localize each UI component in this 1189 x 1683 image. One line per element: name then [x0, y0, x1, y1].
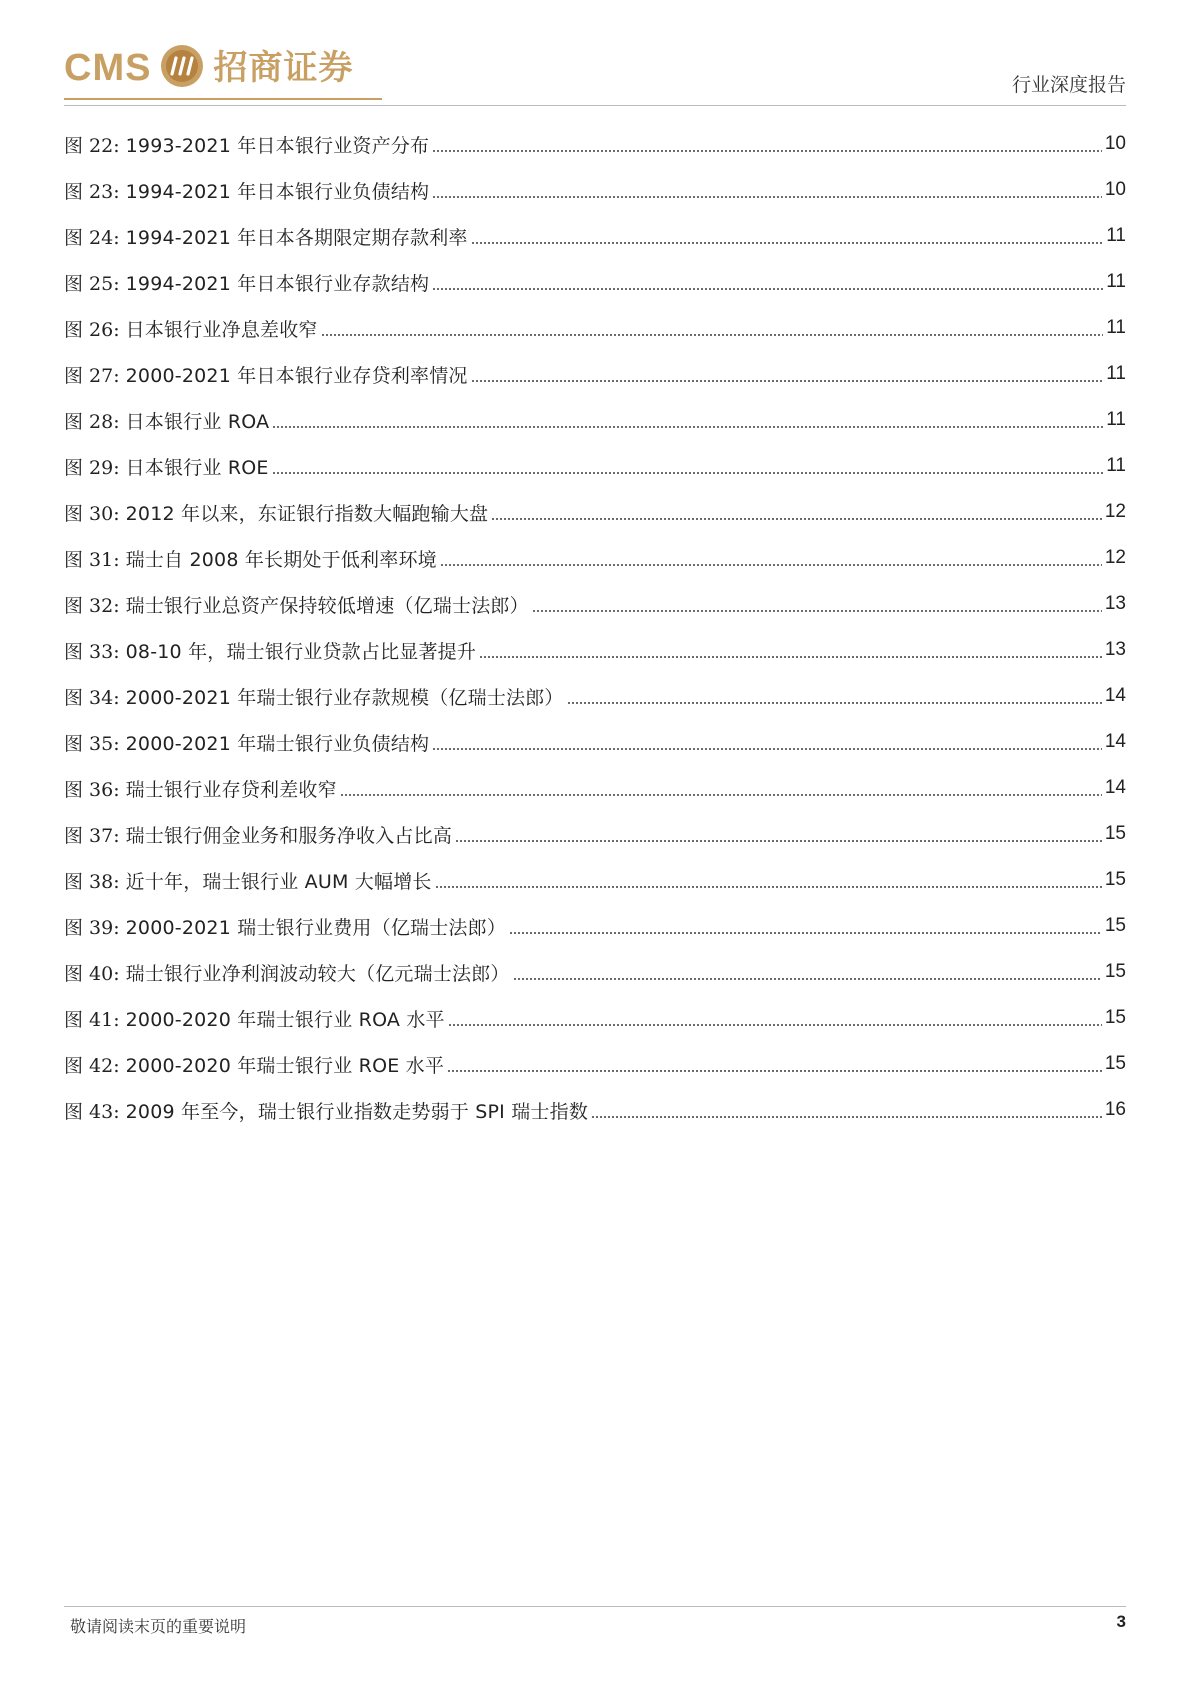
toc-entry[interactable]	[64, 443, 1126, 489]
toc-entry-label: 图 30:	[64, 502, 120, 525]
toc-entry-title: 瑞士银行业净利润波动较大（亿元瑞士法郎）	[125, 962, 510, 985]
toc-entry-page: 11	[1106, 225, 1126, 246]
toc-entry-label: 图 37:	[64, 824, 120, 847]
toc-entry[interactable]	[64, 995, 1126, 1041]
toc-dot-leader	[513, 965, 1102, 984]
toc-entry-page: 10	[1104, 133, 1126, 154]
toc-entry-label: 图 35:	[64, 732, 120, 755]
toc-entry-label: 图 41:	[64, 1008, 120, 1031]
toc-entry-title: 1993-2021 年日本银行业资产分布	[125, 134, 430, 157]
toc-entry-title: 2000-2020 年瑞士银行业 ROE 水平	[125, 1054, 445, 1077]
toc-dot-leader	[448, 1011, 1102, 1030]
toc-entry-label: 图 31:	[64, 548, 120, 571]
figure-index-list	[64, 121, 1126, 1133]
toc-entry-title: 瑞士银行佣金业务和服务净收入占比高	[125, 824, 453, 847]
toc-entry[interactable]	[64, 213, 1126, 259]
toc-entry-title: 瑞士银行业存贷利差收窄	[125, 778, 337, 801]
page-number: 3	[1116, 1612, 1126, 1631]
toc-entry[interactable]	[64, 305, 1126, 351]
toc-entry-title: 2009 年至今，瑞士银行业指数走势弱于 SPI 瑞士指数	[125, 1100, 589, 1123]
toc-entry[interactable]	[64, 1087, 1126, 1133]
cms-logo	[64, 40, 353, 96]
toc-dot-leader	[491, 505, 1102, 524]
toc-dot-leader	[340, 781, 1102, 800]
toc-entry-page: 11	[1106, 317, 1126, 338]
logo-underline	[64, 98, 382, 100]
toc-entry-page: 11	[1106, 271, 1126, 292]
toc-entry-title: 2000-2021 年瑞士银行业存款规模（亿瑞士法郎）	[125, 686, 564, 709]
toc-dot-leader	[471, 229, 1104, 248]
toc-entry-label: 图 24:	[64, 226, 120, 249]
toc-entry-label: 图 36:	[64, 778, 120, 801]
toc-entry-page: 10	[1104, 179, 1126, 200]
toc-entry[interactable]	[64, 1041, 1126, 1087]
toc-entry-page: 15	[1104, 869, 1126, 890]
footer-disclaimer-note: 敬请阅读末页的重要说明	[70, 1617, 247, 1636]
toc-entry-page: 14	[1104, 777, 1126, 798]
toc-entry[interactable]	[64, 719, 1126, 765]
toc-dot-leader	[272, 413, 1103, 432]
toc-dot-leader	[321, 321, 1104, 340]
page-header	[64, 40, 1126, 106]
toc-entry[interactable]	[64, 259, 1126, 305]
toc-entry-title: 08-10 年，瑞士银行业贷款占比显著提升	[125, 640, 477, 663]
toc-entry-label: 图 42:	[64, 1054, 120, 1077]
toc-dot-leader	[432, 137, 1102, 156]
toc-entry-page: 13	[1104, 639, 1126, 660]
toc-entry-label: 图 28:	[64, 410, 120, 433]
toc-dot-leader	[432, 183, 1102, 202]
toc-entry-title: 2000-2021 年日本银行业存贷利率情况	[125, 364, 468, 387]
toc-entry-label: 图 39:	[64, 916, 120, 939]
toc-entry-title: 瑞士银行业总资产保持较低增速（亿瑞士法郎）	[125, 594, 529, 617]
toc-dot-leader	[455, 827, 1102, 846]
toc-entry[interactable]	[64, 765, 1126, 811]
toc-dot-leader	[432, 275, 1103, 294]
footer-divider	[64, 1606, 1126, 1607]
toc-entry-title: 2000-2021 年瑞士银行业负债结构	[125, 732, 430, 755]
toc-entry-page: 15	[1104, 1053, 1126, 1074]
toc-dot-leader	[440, 551, 1102, 570]
toc-entry-label: 图 22:	[64, 134, 120, 157]
toc-entry-title: 1994-2021 年日本银行业负债结构	[125, 180, 430, 203]
toc-entry-label: 图 29:	[64, 456, 120, 479]
toc-entry[interactable]	[64, 581, 1126, 627]
toc-entry[interactable]	[64, 627, 1126, 673]
toc-entry-title: 近十年，瑞士银行业 AUM 大幅增长	[125, 870, 432, 893]
toc-entry-page: 15	[1104, 1007, 1126, 1028]
toc-entry-page: 13	[1104, 593, 1126, 614]
toc-entry-page: 14	[1104, 685, 1126, 706]
toc-entry-label: 图 26:	[64, 318, 120, 341]
toc-dot-leader	[532, 597, 1102, 616]
toc-entry-title: 日本银行业 ROA	[125, 410, 270, 433]
toc-entry-page: 15	[1104, 823, 1126, 844]
toc-entry-label: 图 38:	[64, 870, 120, 893]
logo-chinese-name: 招商证券	[213, 48, 354, 88]
toc-dot-leader	[509, 919, 1102, 938]
toc-entry[interactable]	[64, 857, 1126, 903]
toc-entry-title: 2000-2021 瑞士银行业费用（亿瑞士法郎）	[125, 916, 507, 939]
toc-dot-leader	[432, 735, 1102, 754]
toc-entry[interactable]	[64, 811, 1126, 857]
toc-entry-title: 1994-2021 年日本各期限定期存款利率	[125, 226, 468, 249]
toc-dot-leader	[567, 689, 1102, 708]
toc-entry-label: 图 33:	[64, 640, 120, 663]
toc-dot-leader	[591, 1103, 1102, 1122]
toc-dot-leader	[471, 367, 1104, 386]
toc-entry[interactable]	[64, 489, 1126, 535]
toc-entry[interactable]	[64, 397, 1126, 443]
toc-entry-page: 16	[1104, 1099, 1126, 1120]
logo-emblem-icon	[159, 43, 205, 93]
header-divider	[64, 105, 1126, 106]
toc-entry-page: 14	[1104, 731, 1126, 752]
toc-entry-title: 2012 年以来，东证银行指数大幅跑输大盘	[125, 502, 489, 525]
toc-entry-label: 图 40:	[64, 962, 120, 985]
toc-entry[interactable]	[64, 673, 1126, 719]
toc-entry-title: 1994-2021 年日本银行业存款结构	[125, 272, 430, 295]
toc-entry-page: 12	[1104, 547, 1126, 568]
toc-dot-leader	[447, 1057, 1102, 1076]
toc-entry-label: 图 34:	[64, 686, 120, 709]
toc-entry-page: 15	[1104, 961, 1126, 982]
toc-entry-label: 图 27:	[64, 364, 120, 387]
toc-entry-label: 图 25:	[64, 272, 120, 295]
toc-entry-title: 日本银行业 ROE	[125, 456, 269, 479]
toc-entry-label: 图 23:	[64, 180, 120, 203]
toc-entry[interactable]	[64, 121, 1126, 167]
toc-entry-page: 11	[1106, 409, 1126, 430]
toc-entry-page: 15	[1104, 915, 1126, 936]
toc-entry-label: 图 43:	[64, 1100, 120, 1123]
toc-entry[interactable]	[64, 903, 1126, 949]
toc-entry-title: 日本银行业净息差收窄	[125, 318, 318, 341]
toc-entry[interactable]	[64, 535, 1126, 581]
toc-entry-page: 11	[1106, 455, 1126, 476]
toc-dot-leader	[435, 873, 1102, 892]
toc-entry[interactable]	[64, 167, 1126, 213]
toc-dot-leader	[479, 643, 1102, 662]
toc-entry-title: 2000-2020 年瑞士银行业 ROA 水平	[125, 1008, 445, 1031]
logo-text: CMS	[64, 47, 152, 89]
toc-entry[interactable]	[64, 351, 1126, 397]
toc-dot-leader	[272, 459, 1104, 478]
toc-entry-label: 图 32:	[64, 594, 120, 617]
toc-entry[interactable]	[64, 949, 1126, 995]
toc-entry-page: 11	[1106, 363, 1126, 384]
toc-entry-title: 瑞士自 2008 年长期处于低利率环境	[125, 548, 437, 571]
report-type: 行业深度报告	[1011, 74, 1126, 96]
toc-entry-page: 12	[1104, 501, 1126, 522]
